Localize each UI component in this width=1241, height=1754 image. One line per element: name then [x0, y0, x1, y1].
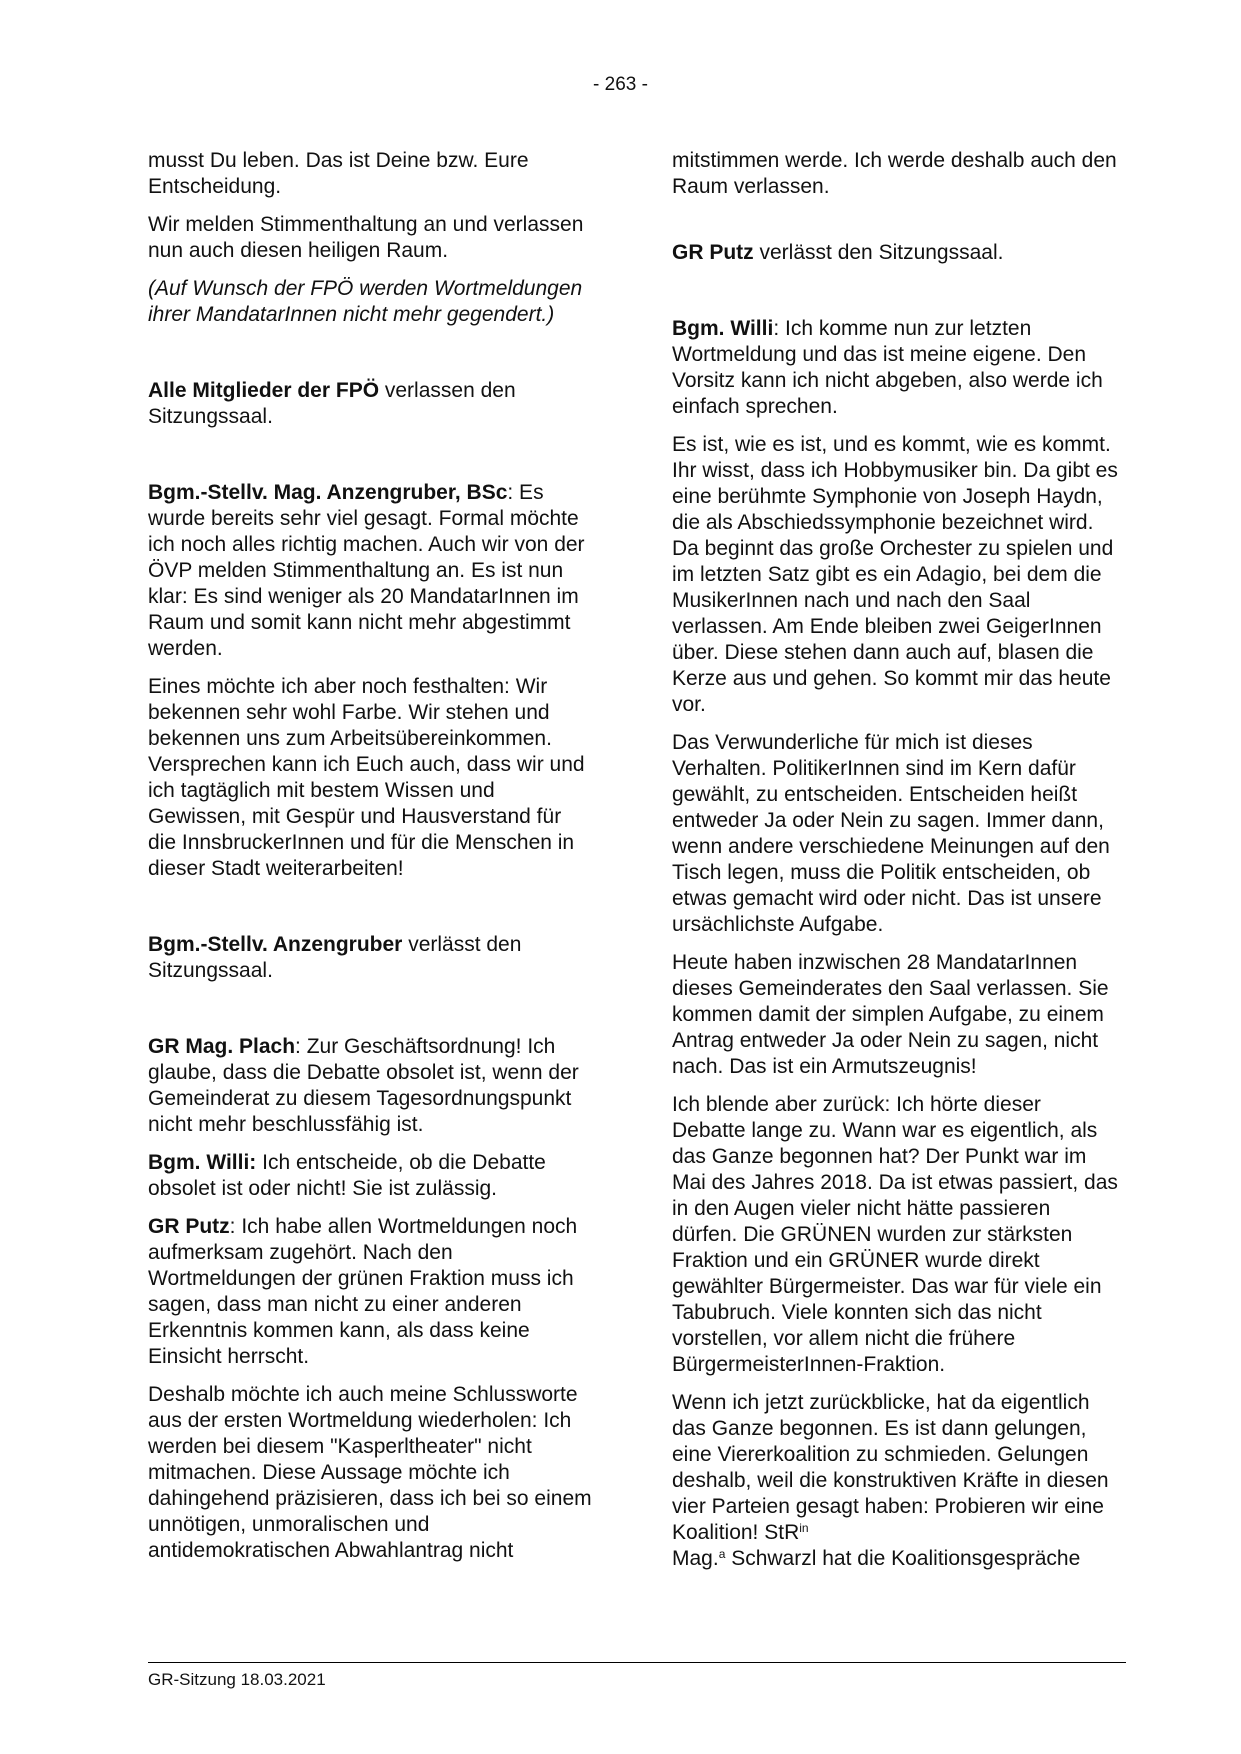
paragraph — [148, 1214, 594, 1370]
page-number: - 263 - — [593, 74, 648, 95]
paragraph-text: Ich entscheide, ob die Debatte obsolet ist oder nicht! Sie ist zulässig. — [148, 1151, 546, 1200]
paragraph-text: : Ich komme nun zur letzten Wortmeldung und das ist meine eigene. Den Vorsitz kann ich nicht abgeben, also werde ich einfach sprechen. — [672, 317, 1103, 418]
paragraph: musst Du leben. Das ist Deine bzw. Eure Entscheidung. — [148, 149, 529, 198]
paragraph: Das Verwunderliche für mich ist dieses Verhalten. PolitikerInnen sind im Kern dafür gewählt, zu entscheiden. Entscheiden heißt entweder Ja oder Nein zu sagen. Immer dann, wenn andere verschiedene Meinungen auf den Tisch legen, muss die Politik entscheiden, ob etwas gemacht wird oder nicht. Das ist unsere ursächlichste Aufgabe. — [672, 731, 1110, 936]
paragraph-text: Mag. — [672, 1547, 719, 1570]
paragraph — [672, 240, 1118, 266]
paragraph-text: verlässt den Sitzungssaal. — [148, 933, 522, 982]
paragraph — [148, 378, 594, 430]
paragraph: Es ist, wie es ist, und es kommt, wie es kommt. Ihr wisst, dass ich Hobbymusiker bin. Da gibt es eine berühmte Symphonie von Joseph Haydn, die als Abschiedssymphonie bezeichnet wird. Da beginnt das große Orchester zu spielen und im letzten Satz gibt es ein Adagio, bei dem die MusikerInnen nach und nach den Saal verlassen. Am Ende bleiben zwei GeigerInnen über. Diese stehen dann auch auf, blasen die Kerze aus und gehen. So kommt mir das heute vor. — [672, 433, 1118, 716]
editorial-note-text: (Auf Wunsch der FPÖ werden Wortmeldungen ihrer MandatarInnen nicht mehr gegendert.) — [148, 277, 583, 326]
paragraph — [672, 1390, 1118, 1572]
superscript: a — [718, 1547, 726, 1561]
speaker-name: Bgm.-Stellv. Mag. Anzengruber, BSc — [148, 481, 508, 504]
speaker-name: GR Putz — [672, 241, 754, 264]
speaker-name: Bgm.-Stellv. Anzengruber — [148, 933, 403, 956]
paragraph — [148, 932, 594, 984]
paragraph — [672, 316, 1118, 420]
paragraph-text: Wenn ich jetzt zurückblicke, hat da eigentlich das Ganze begonnen. Es ist dann gelungen, eine Viererkoalition zu schmieden. Gelungen deshalb, weil die konstruktiven Kräfte in diesen vier Parteien gesagt haben: Probieren wir eine Koalition! StR — [672, 1391, 1109, 1544]
speaker-name: Alle Mitglieder der FPÖ — [148, 379, 380, 402]
paragraph: Heute haben inzwischen 28 MandatarInnen dieses Gemeinderates den Saal verlassen. Sie kommen damit der simplen Aufgabe, zu einem Antrag entweder Ja oder Nein zu sagen, nicht nach. Das ist ein Armutszeugnis! — [672, 951, 1109, 1078]
right-column — [672, 148, 1118, 1584]
speaker-name: GR Putz — [148, 1215, 230, 1238]
paragraph: Eines möchte ich aber noch festhalten: Wir bekennen sehr wohl Farbe. Wir stehen und bekennen uns zum Arbeitsübereinkommen. Versprechen kann ich Euch auch, dass wir und ich tagtäglich mit bestem Wissen und Gewissen, mit Gespür und Hausverstand für die InnsbruckerInnen und für die Menschen in dieser Stadt weiterarbeiten! — [148, 675, 585, 880]
paragraph-text: : Ich habe allen Wortmeldungen noch aufmerksam zugehört. Nach den Wortmeldungen der grünen Fraktion muss ich sagen, dass man nicht zu einer anderen Erkenntnis kommen kann, als dass keine Einsicht herrscht. — [148, 1215, 578, 1368]
paragraph — [148, 1150, 594, 1202]
left-column — [148, 148, 594, 1576]
paragraph: Deshalb möchte ich auch meine Schlussworte aus der ersten Wortmeldung wiederholen: Ich werden bei diesem "Kasperltheater" nicht mitmachen. Diese Aussage möchte ich dahingehend präzisieren, dass ich bei so einem unnötigen, unmoralischen und antidemokratischen Abwahlantrag nicht — [148, 1383, 592, 1562]
paragraph-text: verlassen den Sitzungssaal. — [148, 379, 516, 428]
speaker-name: Bgm. Willi — [672, 317, 774, 340]
paragraph — [148, 480, 594, 662]
paragraph-text: : Zur Geschäftsordnung! Ich glaube, dass die Debatte obsolet ist, wenn der Gemeinderat zu diesem Tagesordnungspunkt nicht mehr beschlussfähig ist. — [148, 1035, 579, 1136]
paragraph-text: Schwarzl hat die Koalitionsgespräche — [725, 1547, 1081, 1570]
paragraph: mitstimmen werde. Ich werde deshalb auch den Raum verlassen. — [672, 149, 1117, 198]
superscript: in — [799, 1521, 809, 1535]
paragraph-text: : Es wurde bereits sehr viel gesagt. Formal möchte ich noch alles richtig machen. Auch wir von der ÖVP melden Stimmenthaltung an. Es ist nun klar: Es sind weniger als 20 MandatarInnen im Raum und somit kann nicht mehr abgestimmt werden. — [148, 481, 585, 660]
speaker-name: Bgm. Willi: — [148, 1151, 257, 1174]
footer-text: GR-Sitzung 18.03.2021 — [148, 1670, 326, 1689]
paragraph-text: verlässt den Sitzungssaal. — [753, 241, 1004, 264]
paragraph: Wir melden Stimmenthaltung an und verlassen nun auch diesen heiligen Raum. — [148, 213, 584, 262]
editorial-note — [148, 276, 594, 328]
paragraph: Ich blende aber zurück: Ich hörte dieser Debatte lange zu. Wann war es eigentlich, als das Ganze begonnen hat? Der Punkt war im Mai des Jahres 2018. Da ist etwas passiert, das in den Augen vieler nicht hätte passieren dürfen. Die GRÜNEN wurden zur stärksten Fraktion und ein GRÜNER wurde direkt gewählter Bürgermeister. Das war für viele ein Tabubruch. Viele konnten sich das nicht vorstellen, vor allem nicht die frühere BürgermeisterInnen-Fraktion. — [672, 1093, 1118, 1376]
footer-divider — [148, 1662, 1126, 1663]
speaker-name: GR Mag. Plach — [148, 1035, 296, 1058]
paragraph — [148, 1034, 594, 1138]
